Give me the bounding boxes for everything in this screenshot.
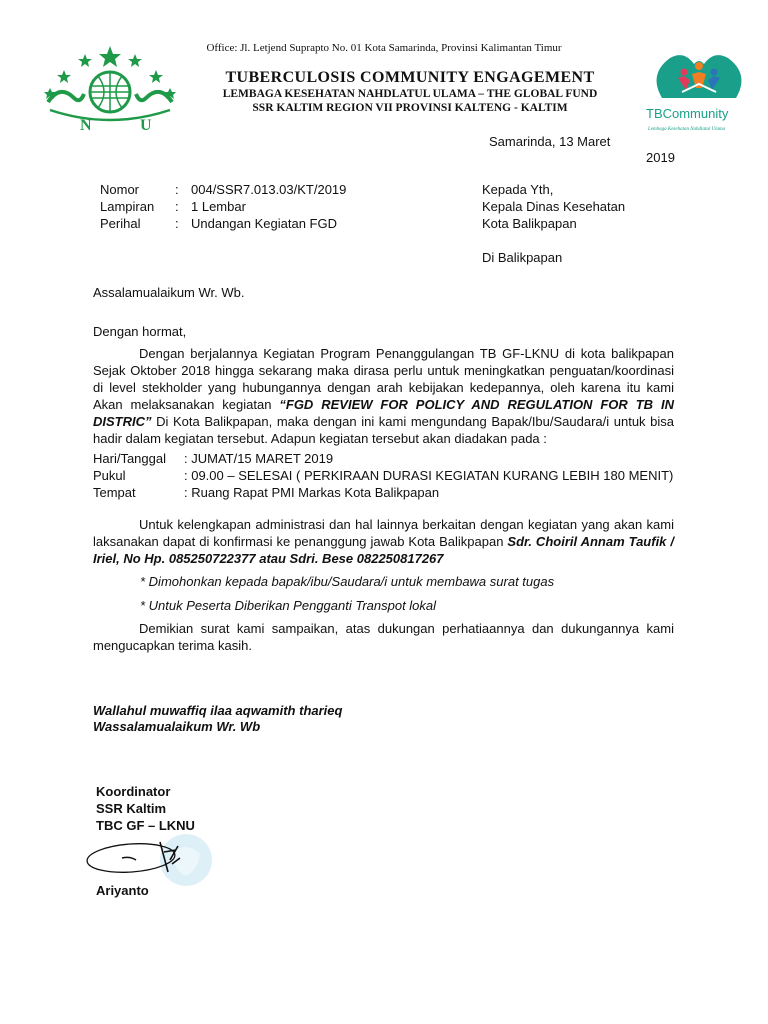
schedule-label: Tempat: [93, 485, 136, 500]
org-name-line3: SSR KALTIM REGION VII PROVINSI KALTENG - KALTIM: [252, 102, 568, 114]
meta-label: Lampiran: [100, 199, 155, 214]
paragraph-3-text: Demikian surat kami sampaikan, atas dukungan perhatiaannya dan dukungannya kami mengucapkan terima kasih.: [93, 621, 674, 653]
paragraph-2: [93, 516, 674, 567]
signer-title-line: Koordinator: [96, 784, 171, 799]
meta-colon: :: [175, 182, 179, 197]
meta-value: 1 Lembar: [191, 199, 246, 214]
closing-line-1: Wallahul muwaffiq ilaa aqwamith tharieq: [93, 703, 343, 718]
recipient-block: [482, 181, 625, 266]
recipient-line: Kepada Yth,: [482, 182, 554, 197]
schedule-value: : JUMAT/15 MARET 2019: [184, 451, 334, 466]
schedule-label: Hari/Tanggal: [93, 451, 166, 466]
schedule-value: : Ruang Rapat PMI Markas Kota Balikpapan: [184, 485, 440, 500]
recipient-line: Kepala Dinas Kesehatan: [482, 199, 626, 214]
greeting: Dengan hormat,: [93, 324, 187, 339]
meta-colon: :: [175, 199, 179, 214]
letter-year: 2019: [646, 150, 675, 165]
signature-and-stamp: [86, 830, 226, 890]
paragraph-3: [93, 620, 674, 654]
event-title: “FGD REVIEW FOR POLICY AND REGULATION FOR TB IN DISTRIC”: [93, 397, 674, 429]
letter-date: Samarinda, 13 Maret: [489, 134, 611, 149]
signer-title-line: TBC GF – LKNU: [96, 818, 195, 833]
nu-letter-u: U: [140, 117, 152, 134]
schedule-label: Pukul: [93, 468, 126, 483]
recipient-line: [482, 232, 625, 249]
tb-community-logo: [644, 44, 754, 134]
note-letter-of-assignment: * Dimohonkan kepada bapak/ibu/Saudara/i untuk membawa surat tugas: [140, 574, 555, 589]
organization-heading: [205, 68, 615, 115]
salutation: Assalamualaikum Wr. Wb.: [93, 285, 245, 300]
tb-logo-caption: Lembaga Kesehatan Nahdlatul Ulama: [648, 127, 726, 132]
office-address: Office: Jl. Letjend Suprapto No. 01 Kota Samarinda, Provinsi Kalimantan Timur: [206, 42, 562, 54]
org-name-line2: LEMBAGA KESEHATAN NAHDLATUL ULAMA – THE GLOBAL FUND: [222, 88, 598, 100]
closing-line-2: Wassalamualaikum Wr. Wb: [93, 719, 261, 734]
signer-name: Ariyanto: [96, 883, 149, 898]
recipient-line: Di Balikpapan: [482, 250, 563, 265]
schedule-value: : 09.00 – SELESAI ( PERKIRAAN DURASI KEGIATAN KURANG LEBIH 180 MENIT): [184, 468, 674, 483]
meta-colon: :: [175, 216, 179, 231]
meta-label: Perihal: [100, 216, 141, 231]
tb-logo-text: TBCommunity: [646, 106, 729, 121]
meta-label: Nomor: [100, 182, 140, 197]
recipient-line: Kota Balikpapan: [482, 216, 577, 231]
org-name-line1: TUBERCULOSIS COMMUNITY ENGAGEMENT: [225, 69, 595, 86]
meta-value: Undangan Kegiatan FGD: [191, 216, 337, 231]
paragraph-2-text: Untuk kelengkapan administrasi dan hal lainnya berkaitan dengan kegiatan yang akan kami laksanakan dapat di konfirmasi ke penanggung jawab Kota Balikpapan: [93, 517, 674, 549]
nu-logo: [40, 40, 180, 135]
contact-persons: Sdr. Choiril Annam Taufik / Iriel, No Hp. 085250722377 atau Sdri. Bese 082250817267: [93, 534, 674, 566]
nu-letter-n: N: [80, 117, 92, 134]
signer-title-line: SSR Kaltim: [96, 801, 167, 816]
paragraph-1: [93, 345, 674, 447]
note-transport: * Untuk Peserta Diberikan Pengganti Transpot lokal: [140, 598, 437, 613]
paragraph-1-text: Dengan berjalannya Kegiatan Program Penanggulangan TB GF-LKNU di kota balikpapan Sejak Oktober 2018 hingga sekarang maka dirasa perlu untuk meningkatkan penguatan/koordinasi di level stekholder yang hubungannya dengan arah kebijakan kedepannya, oleh karena itu kami Akan melaksanakan kegiatan: [93, 346, 674, 412]
paragraph-1-text-cont: Di Kota Balikpapan, maka dengan ini kami mengundang Bapak/Ibu/Saudara/i untuk bisa hadir dalam kegiatan tersebut. Adapun kegiatan tersebut akan diadakan pada :: [93, 414, 674, 446]
meta-value: 004/SSR7.013.03/KT/2019: [191, 182, 347, 197]
